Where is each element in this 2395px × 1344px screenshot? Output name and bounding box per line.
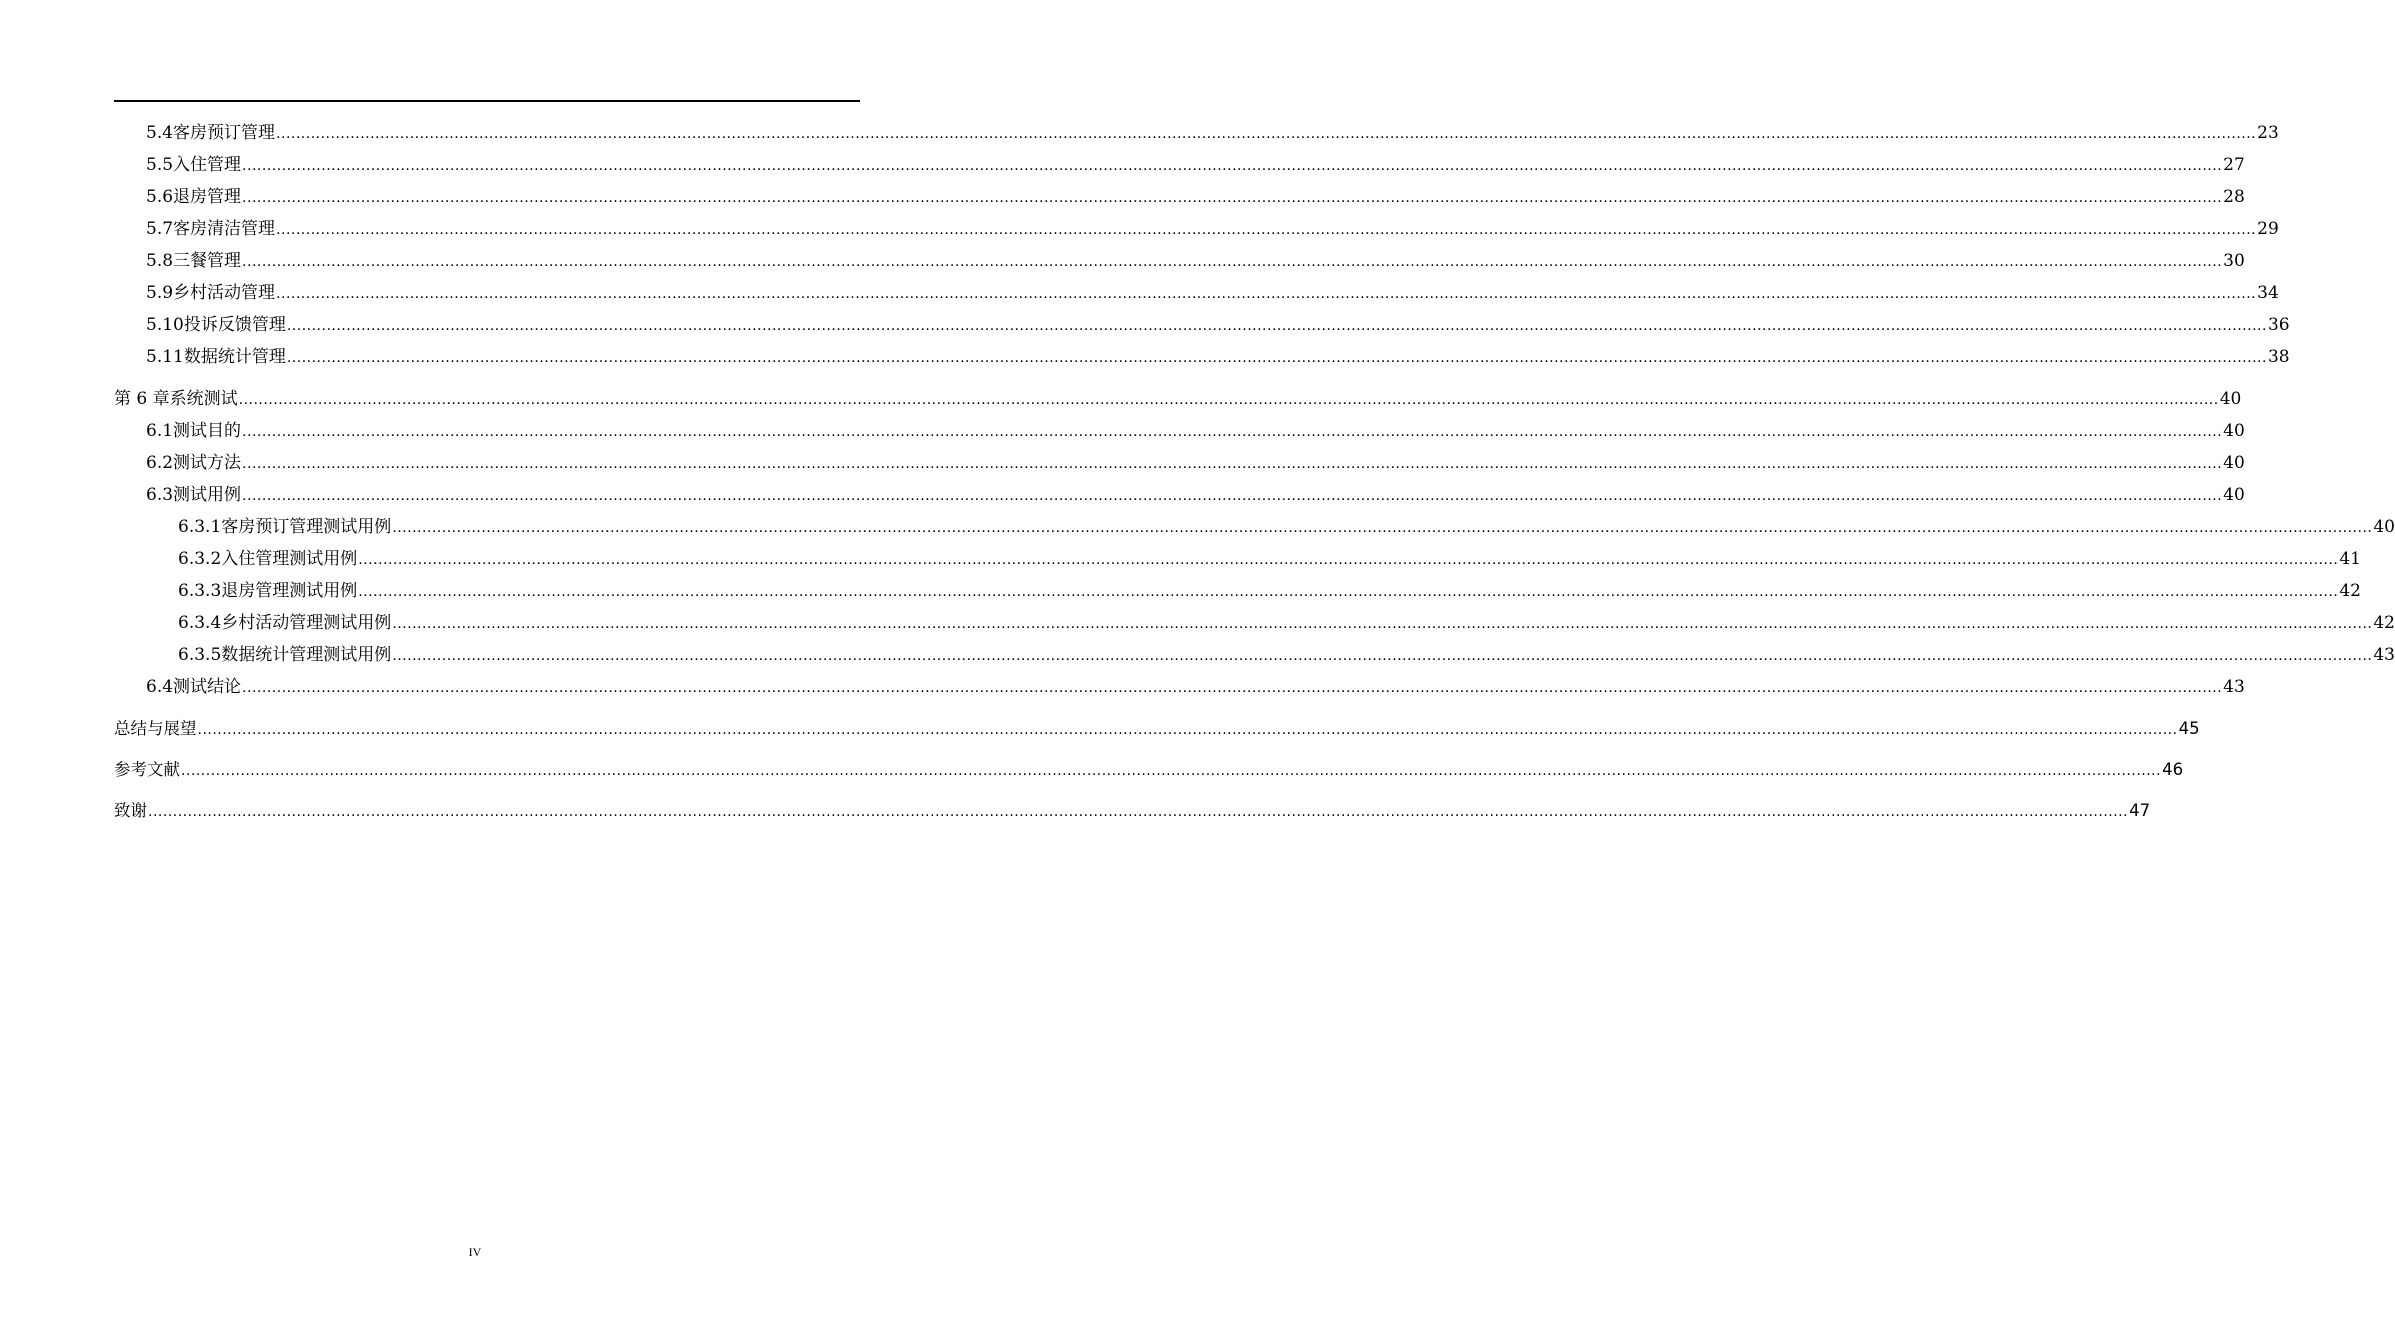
toc-entry-page: 27 <box>2223 155 2245 175</box>
toc-leader-dots: ................................................................................................................................................................................................................................................................................................................................................................................................................ <box>197 722 2178 738</box>
toc-entry[interactable] <box>0 482 2245 506</box>
toc-entry-title: 测试结论 <box>173 677 242 697</box>
toc-leader-dots: ................................................................................................................................................................................................................................................................................................................................................................................................................ <box>238 392 2219 408</box>
toc-entry-page: 46 <box>2162 760 2184 779</box>
toc-entry[interactable] <box>0 610 2395 634</box>
toc-entry[interactable] <box>0 120 2279 144</box>
toc-leader-dots: ................................................................................................................................................................................................................................................................................................................................................................................................................ <box>358 552 2339 568</box>
toc-entry-page: 29 <box>2257 219 2279 239</box>
toc-leader-dots: ................................................................................................................................................................................................................................................................................................................................................................................................................ <box>276 222 2257 238</box>
toc-entry-page: 41 <box>2339 549 2361 569</box>
toc-entry[interactable] <box>0 344 2290 368</box>
toc-entry-page: 43 <box>2373 645 2395 665</box>
toc-leader-dots: ................................................................................................................................................................................................................................................................................................................................................................................................................ <box>276 126 2257 142</box>
toc-leader-dots: ................................................................................................................................................................................................................................................................................................................................................................................................................ <box>242 488 2223 504</box>
toc-leader-dots: ................................................................................................................................................................................................................................................................................................................................................................................................................ <box>392 648 2373 664</box>
toc-entry-number: 5.4 <box>146 123 174 143</box>
toc-leader-dots: ................................................................................................................................................................................................................................................................................................................................................................................................................ <box>242 158 2223 174</box>
toc-entry-title: 总结与展望 <box>114 719 197 738</box>
toc-entry-number: 6.3.1 <box>178 517 222 537</box>
toc-entry[interactable] <box>0 216 2279 240</box>
toc-entry-title: 投诉反馈管理 <box>183 315 286 335</box>
toc-entry-number: 6.1 <box>146 421 174 441</box>
toc-leader-dots: ................................................................................................................................................................................................................................................................................................................................................................................................................ <box>242 424 2223 440</box>
toc-entry-number: 6.3.3 <box>178 581 222 601</box>
toc-entry-title: 致谢 <box>114 801 147 820</box>
toc-entry[interactable] <box>0 578 2361 602</box>
toc-entry-title: 参考文献 <box>114 760 180 779</box>
toc-entry[interactable] <box>0 757 2184 781</box>
toc-leader-dots: ................................................................................................................................................................................................................................................................................................................................................................................................................ <box>358 584 2339 600</box>
toc-entry-page: 38 <box>2267 347 2290 367</box>
toc-entry-page: 42 <box>2339 581 2361 601</box>
toc-entry-number: 6.3 <box>146 485 174 505</box>
toc-entry-number: 5.8 <box>146 251 174 271</box>
toc-entry-title: 客房清洁管理 <box>173 219 276 239</box>
toc-entry[interactable] <box>0 514 2395 538</box>
toc-entry[interactable] <box>0 312 2290 336</box>
toc-entry[interactable] <box>0 798 2151 822</box>
toc-entry-page: 28 <box>2223 187 2245 207</box>
toc-entry-number: 6.2 <box>146 453 174 473</box>
toc-leader-dots: ................................................................................................................................................................................................................................................................................................................................................................................................................ <box>148 804 2129 820</box>
toc-entry-number: 5.6 <box>146 187 174 207</box>
toc-entry-page: 40 <box>2219 389 2242 409</box>
toc-entry-number: 5.7 <box>146 219 174 239</box>
toc-leader-dots: ................................................................................................................................................................................................................................................................................................................................................................................................................ <box>392 616 2373 632</box>
toc-leader-dots: ................................................................................................................................................................................................................................................................................................................................................................................................................ <box>286 318 2267 334</box>
toc-entry-title: 数据统计管理测试用例 <box>221 645 392 665</box>
toc-entry[interactable] <box>0 280 2279 304</box>
toc-entry-title: 乡村活动管理测试用例 <box>221 613 392 633</box>
toc-entry-title: 退房管理 <box>173 187 242 207</box>
toc-entry[interactable] <box>0 184 2245 208</box>
toc-entry-title: 测试用例 <box>173 485 242 505</box>
toc-entry[interactable] <box>0 450 2245 474</box>
toc-leader-dots: ................................................................................................................................................................................................................................................................................................................................................................................................................ <box>242 456 2223 472</box>
toc-entry-title: 乡村活动管理 <box>173 283 276 303</box>
header-rule <box>114 100 860 102</box>
toc-entry-title: 三餐管理 <box>173 251 242 271</box>
toc-entry-page: 47 <box>2129 801 2151 820</box>
toc-entry-page: 34 <box>2257 283 2279 303</box>
toc-entry-number: 5.9 <box>146 283 174 303</box>
toc-entry-number: 6.3.2 <box>178 549 222 569</box>
toc-leader-dots: ................................................................................................................................................................................................................................................................................................................................................................................................................ <box>286 350 2267 366</box>
toc-entry-title: 入住管理 <box>173 155 242 175</box>
toc-entry-page: 40 <box>2373 517 2395 537</box>
toc-leader-dots: ................................................................................................................................................................................................................................................................................................................................................................................................................ <box>392 520 2373 536</box>
toc-entry-page: 45 <box>2178 719 2200 738</box>
page-number-footer: IV <box>468 1245 482 1259</box>
toc-entry-page: 40 <box>2223 485 2245 505</box>
toc-entry[interactable] <box>0 674 2245 698</box>
toc-entry-page: 40 <box>2223 453 2245 473</box>
toc-entry-title: 测试目的 <box>173 421 242 441</box>
toc-entry-number: 5.5 <box>146 155 174 175</box>
toc-entry-number: 5.10 <box>146 315 184 335</box>
toc-entry-page: 23 <box>2257 123 2279 143</box>
toc-entry[interactable] <box>0 716 2200 740</box>
toc-entry-page: 40 <box>2223 421 2245 441</box>
toc-leader-dots: ................................................................................................................................................................................................................................................................................................................................................................................................................ <box>242 190 2223 206</box>
toc-entry[interactable] <box>0 642 2395 666</box>
toc-entry-title: 数据统计管理 <box>183 347 286 367</box>
toc-leader-dots: ................................................................................................................................................................................................................................................................................................................................................................................................................ <box>181 763 2162 779</box>
toc-entry-title: 系统测试 <box>169 389 238 409</box>
toc-leader-dots: ................................................................................................................................................................................................................................................................................................................................................................................................................ <box>242 680 2223 696</box>
toc-entry[interactable] <box>0 386 2242 410</box>
toc-entry-title: 退房管理测试用例 <box>221 581 358 601</box>
toc-entry[interactable] <box>0 546 2361 570</box>
toc-entry-number: 第 6 章 <box>114 389 170 409</box>
toc-entry-title: 测试方法 <box>173 453 242 473</box>
toc-entry-title: 客房预订管理 <box>173 123 276 143</box>
toc-entry-number: 6.4 <box>146 677 174 697</box>
toc-entry-page: 43 <box>2223 677 2245 697</box>
toc-leader-dots: ................................................................................................................................................................................................................................................................................................................................................................................................................ <box>242 254 2223 270</box>
toc-entry-page: 30 <box>2223 251 2245 271</box>
toc-entry[interactable] <box>0 248 2245 272</box>
toc-leader-dots: ................................................................................................................................................................................................................................................................................................................................................................................................................ <box>276 286 2257 302</box>
toc-entry-title: 客房预订管理测试用例 <box>221 517 392 537</box>
toc-entry[interactable] <box>0 152 2245 176</box>
toc-entry[interactable] <box>0 418 2245 442</box>
toc-entry-title: 入住管理测试用例 <box>221 549 358 569</box>
toc-entry-number: 5.11 <box>146 347 184 367</box>
toc-entry-page: 36 <box>2267 315 2290 335</box>
toc-entry-page: 42 <box>2373 613 2395 633</box>
toc-entry-number: 6.3.5 <box>178 645 222 665</box>
toc-entry-number: 6.3.4 <box>178 613 222 633</box>
